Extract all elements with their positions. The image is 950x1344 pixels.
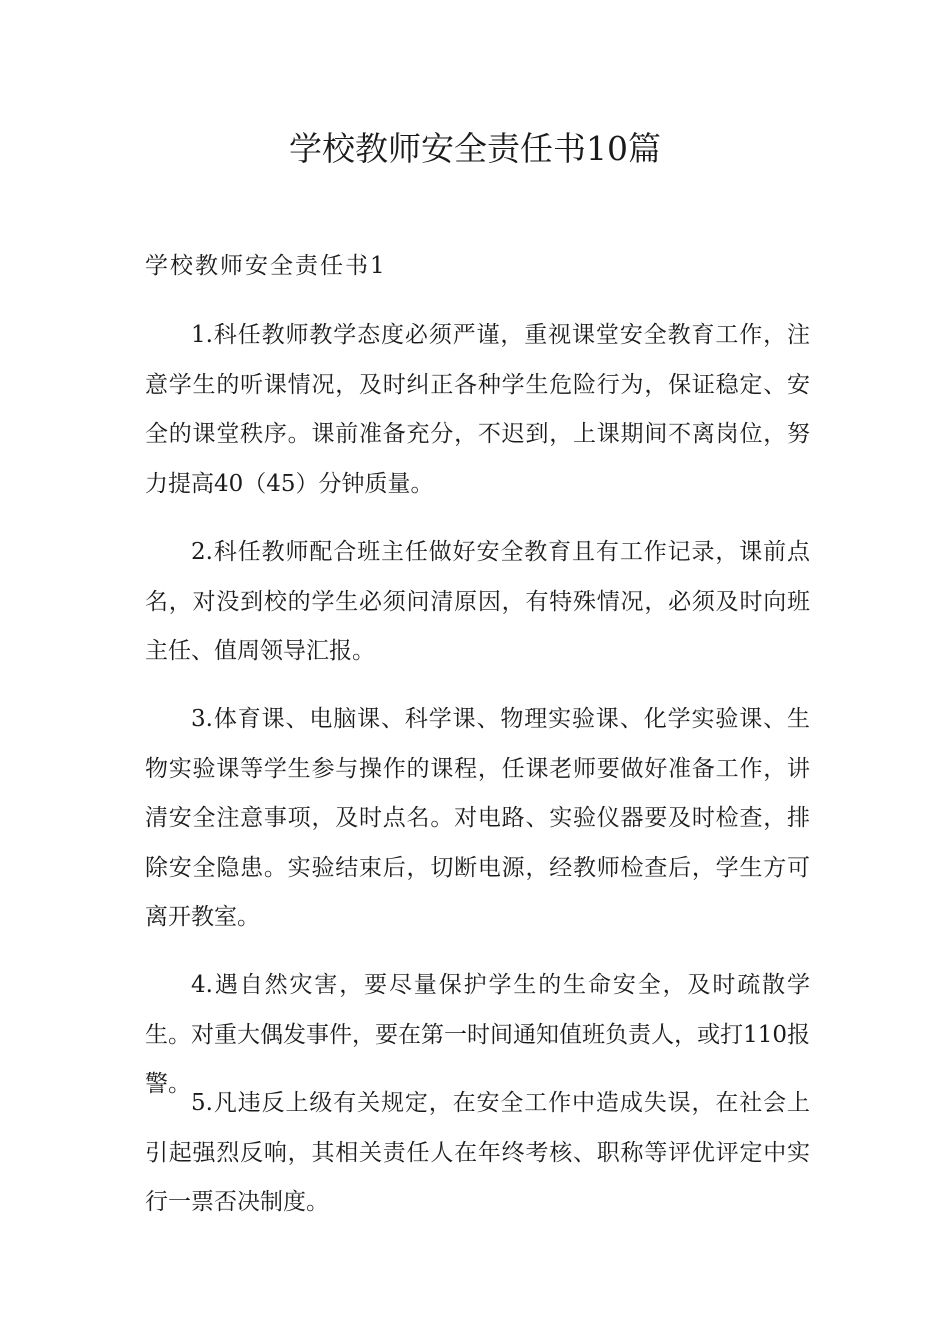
paragraph-5: 5.凡违反上级有关规定，在安全工作中造成失误，在社会上引起强烈反响，其相关责任人在年终考核、职称等评优评定中实行一票否决制度。 [145,1090,810,1215]
section-heading: 学校教师安全责任书1 [145,253,387,279]
paragraph-4: 4.遇自然灾害，要尽量保护学生的生命安全，及时疏散学生。对重大偶发事件，要在第一时间通知值班负责人，或打110报警。 [145,972,810,1097]
paragraph-2: 2.科任教师配合班主任做好安全教育且有工作记录，课前点名，对没到校的学生必须问清原因，有特殊情况，必须及时向班主任、值周领导汇报。 [145,539,810,664]
document-title: 学校教师安全责任书10篇 [289,129,661,168]
paragraph-1: 1.科任教师教学态度必须严谨，重视课堂安全教育工作，注意学生的听课情况，及时纠正各种学生危险行为，保证稳定、安全的课堂秩序。课前准备充分，不迟到，上课期间不离岗位，努力提高40（45）分钟质量。 [145,322,810,497]
paragraph-3: 3.体育课、电脑课、科学课、物理实验课、化学实验课、生物实验课等学生参与操作的课程，任课老师要做好准备工作，讲清安全注意事项，及时点名。对电路、实验仪器要及时检查，排除安全隐患。实验结束后，切断电源，经教师检查后，学生方可离开教室。 [145,706,810,930]
